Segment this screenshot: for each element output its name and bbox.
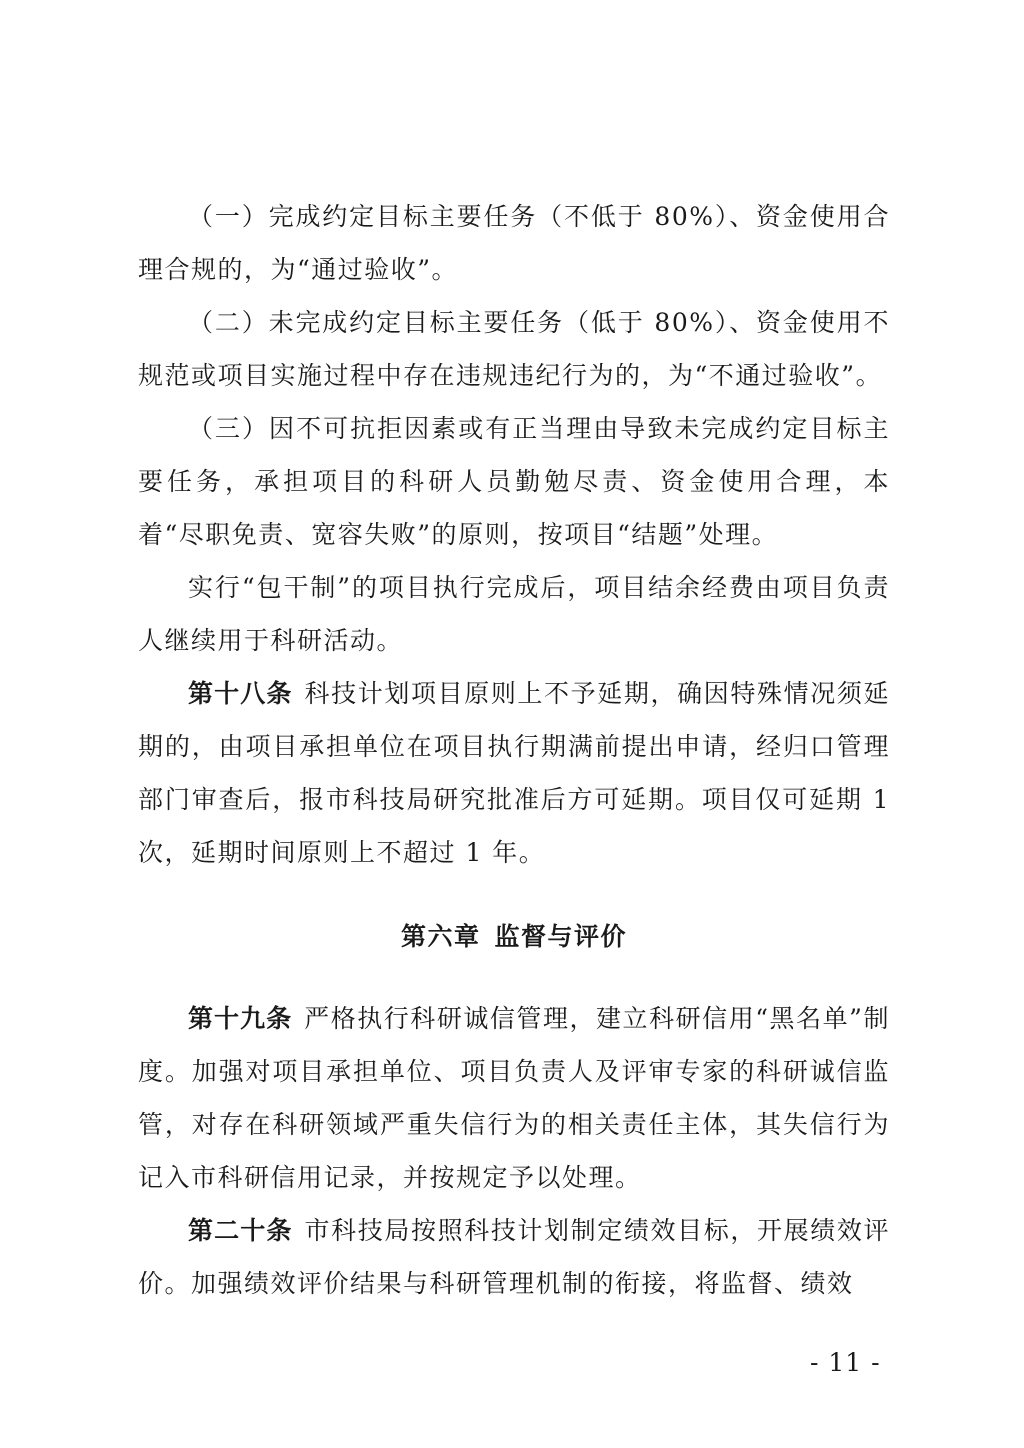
article-18 — [138, 667, 890, 879]
article-19-text: 严格执行科研诚信管理，建立科研信用“黑名单”制度。加强对项目承担单位、项目负责人及评审专家的科研诚信监管，对存在科研领域严重失信行为的相关责任主体，其失信行为记入市科研信用记录，并按规定予以处理。 — [138, 1004, 890, 1192]
article-20-text: 市科技局按照科技计划制定绩效目标，开展绩效评价。加强绩效评价结果与科研管理机制的衔接，将监督、绩效 — [138, 1216, 890, 1298]
paragraph-item-1: （一）完成约定目标主要任务（不低于 80%）、资金使用合理合规的，为“通过验收”。 — [138, 202, 890, 284]
article-19-heading: 第十九条 — [188, 1004, 293, 1033]
page-body — [138, 190, 890, 1310]
paragraph-item-2: （二）未完成约定目标主要任务（低于 80%）、资金使用不规范或项目实施过程中存在违规违纪行为的，为“不通过验收”。 — [138, 308, 890, 390]
chapter-title: 监督与评价 — [494, 922, 628, 951]
paragraph-item-3: （三）因不可抗拒因素或有正当理由导致未完成约定目标主要任务，承担项目的科研人员勤勉尽责、资金使用合理，本着“尽职免责、宽容失败”的原则，按项目“结题”处理。 — [138, 414, 890, 549]
article-18-text: 科技计划项目原则上不予延期，确因特殊情况须延期的，由项目承担单位在项目执行期满前提出申请，经归口管理部门审查后，报市科技局研究批准后方可延期。项目仅可延期 1 次，延期时间原则上不超过 1 年。 — [138, 679, 890, 867]
chapter-heading — [138, 910, 890, 963]
page-number: - 11 - — [810, 1348, 881, 1377]
article-18-heading: 第十八条 — [188, 679, 293, 708]
article-20 — [138, 1204, 890, 1310]
paragraph-contracting: 实行“包干制”的项目执行完成后，项目结余经费由项目负责人继续用于科研活动。 — [138, 573, 890, 655]
article-19 — [138, 992, 890, 1204]
article-20-heading: 第二十条 — [188, 1216, 293, 1245]
chapter-number: 第六章 — [400, 922, 481, 951]
